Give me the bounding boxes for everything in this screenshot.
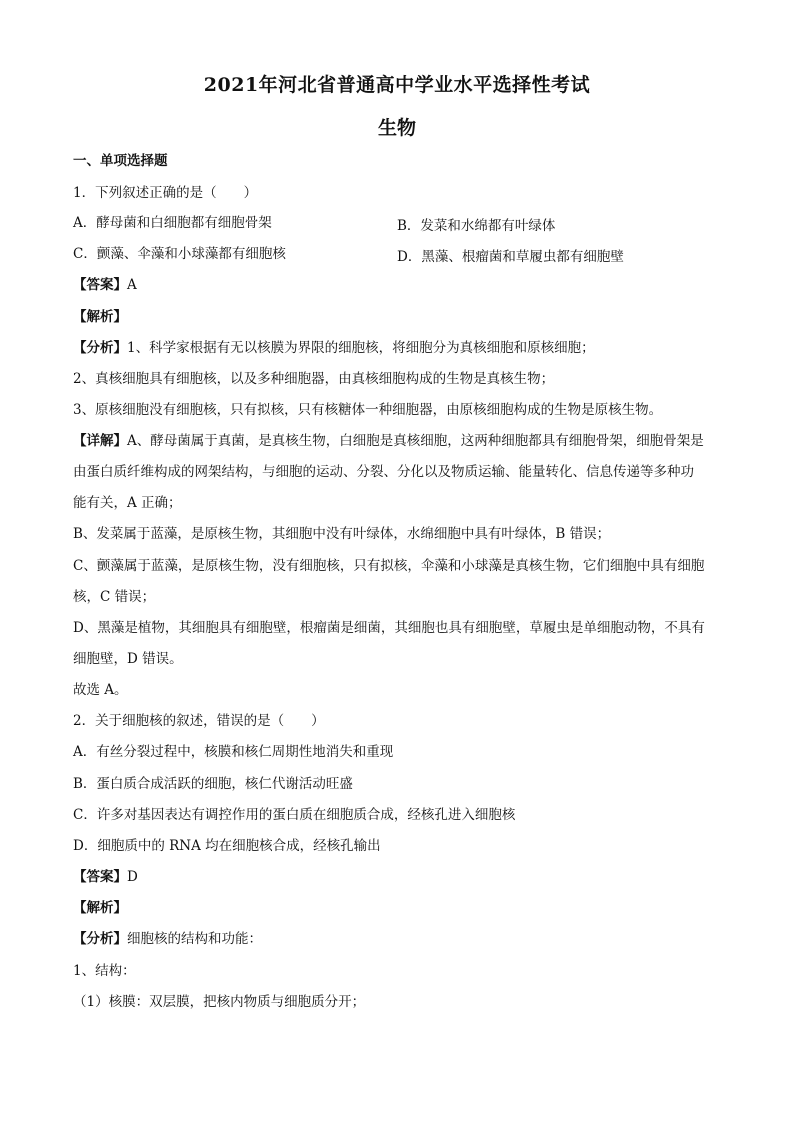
- question-1-option-d: D．黑藻、根瘤菌和草履虫都有细胞壁: [397, 249, 624, 265]
- question-2-option-d: D．细胞质中的 RNA 均在细胞核合成，经核孔输出: [73, 838, 381, 854]
- question-2-fenxi-1: 1、结构：: [73, 963, 136, 979]
- answer-value: D: [127, 869, 138, 885]
- question-1-option-b: B．发菜和水绵都有叶绿体: [397, 218, 556, 234]
- question-2-answer: [73, 868, 723, 886]
- question-2-analysis-tag: [73, 899, 723, 917]
- question-1-detail-c-1: C、颤藻属于蓝藻，是原核生物，没有细胞核，只有拟核，伞藻和小球藻是真核生物，它们细胞中具有细胞: [73, 558, 705, 574]
- subject-title: 生物: [377, 117, 416, 139]
- detail-tag: 【详解】: [73, 433, 127, 449]
- question-1-detail-d-1: D、黑藻是植物，其细胞具有细胞壁，根瘤菌是细菌，其细胞也具有细胞壁，草履虫是单细胞动物，不具有: [73, 620, 705, 636]
- question-1-stem: 1．下列叙述正确的是（ ）: [73, 185, 258, 201]
- question-2-fenxi-2: （1）核膜：双层膜，把核内物质与细胞质分开；: [73, 994, 366, 1010]
- question-1-option-a: A．酵母菌和白细胞都有细胞骨架: [73, 215, 272, 231]
- analysis-tag: 【解析】: [73, 900, 127, 916]
- question-1-detail-a-2: 由蛋白质纤维构成的网架结构，与细胞的运动、分裂、分化以及物质运输、能量转化、信息传递等多种功: [73, 464, 694, 480]
- answer-tag: 【答案】: [73, 869, 127, 885]
- question-2-option-b: B．蛋白质合成活跃的细胞，核仁代谢活动旺盛: [73, 776, 353, 792]
- question-1-conclusion: 故选 A。: [73, 682, 128, 698]
- question-2-stem: 2．关于细胞核的叙述，错误的是（ ）: [73, 713, 325, 729]
- question-2-option-a: A．有丝分裂过程中，核膜和核仁周期性地消失和重现: [73, 744, 394, 760]
- question-2-fenxi-0: [73, 930, 723, 948]
- fenxi-tag: 【分析】: [73, 340, 127, 356]
- question-1-fenxi-3: 3、原核细胞没有细胞核，只有拟核，只有核糖体一种细胞器，由原核细胞构成的生物是原核生物。: [73, 402, 663, 418]
- question-1-detail-a-1: [73, 432, 723, 450]
- question-1-fenxi-2: 2、真核细胞具有细胞核，以及多种细胞器，由真核细胞构成的生物是真核生物；: [73, 371, 555, 387]
- fenxi-text: 1、科学家根据有无以核膜为界限的细胞核，将细胞分为真核细胞和原核细胞；: [127, 340, 595, 356]
- exam-title: 2021年河北省普通高中学业水平选择性考试: [203, 74, 591, 96]
- detail-text: A、酵母菌属于真菌，是真核生物，白细胞是真核细胞，这两种细胞都具有细胞骨架，细胞骨架是: [127, 433, 704, 449]
- answer-value: A: [127, 277, 137, 293]
- question-1-answer: [73, 276, 723, 294]
- question-1-detail-b: B、发菜属于蓝藻，是原核生物，其细胞中没有叶绿体，水绵细胞中具有叶绿体，B 错误；: [73, 526, 611, 542]
- section-heading: 一、单项选择题: [73, 153, 168, 169]
- answer-tag: 【答案】: [73, 277, 127, 293]
- fenxi-tag: 【分析】: [73, 931, 127, 947]
- question-1-option-c: C．颤藻、伞藻和小球藻都有细胞核: [73, 246, 286, 262]
- fenxi-text: 细胞核的结构和功能：: [127, 931, 262, 947]
- question-1-analysis-tag: [73, 308, 723, 326]
- question-1-detail-a-3: 能有关，A 正确；: [73, 495, 182, 511]
- analysis-tag: 【解析】: [73, 309, 127, 325]
- question-1-detail-d-2: 细胞壁，D 错误。: [73, 651, 183, 667]
- question-1-fenxi-1: [73, 339, 723, 357]
- question-1-detail-c-2: 核，C 错误；: [73, 589, 156, 605]
- question-2-option-c: C．许多对基因表达有调控作用的蛋白质在细胞质合成，经核孔进入细胞核: [73, 807, 516, 823]
